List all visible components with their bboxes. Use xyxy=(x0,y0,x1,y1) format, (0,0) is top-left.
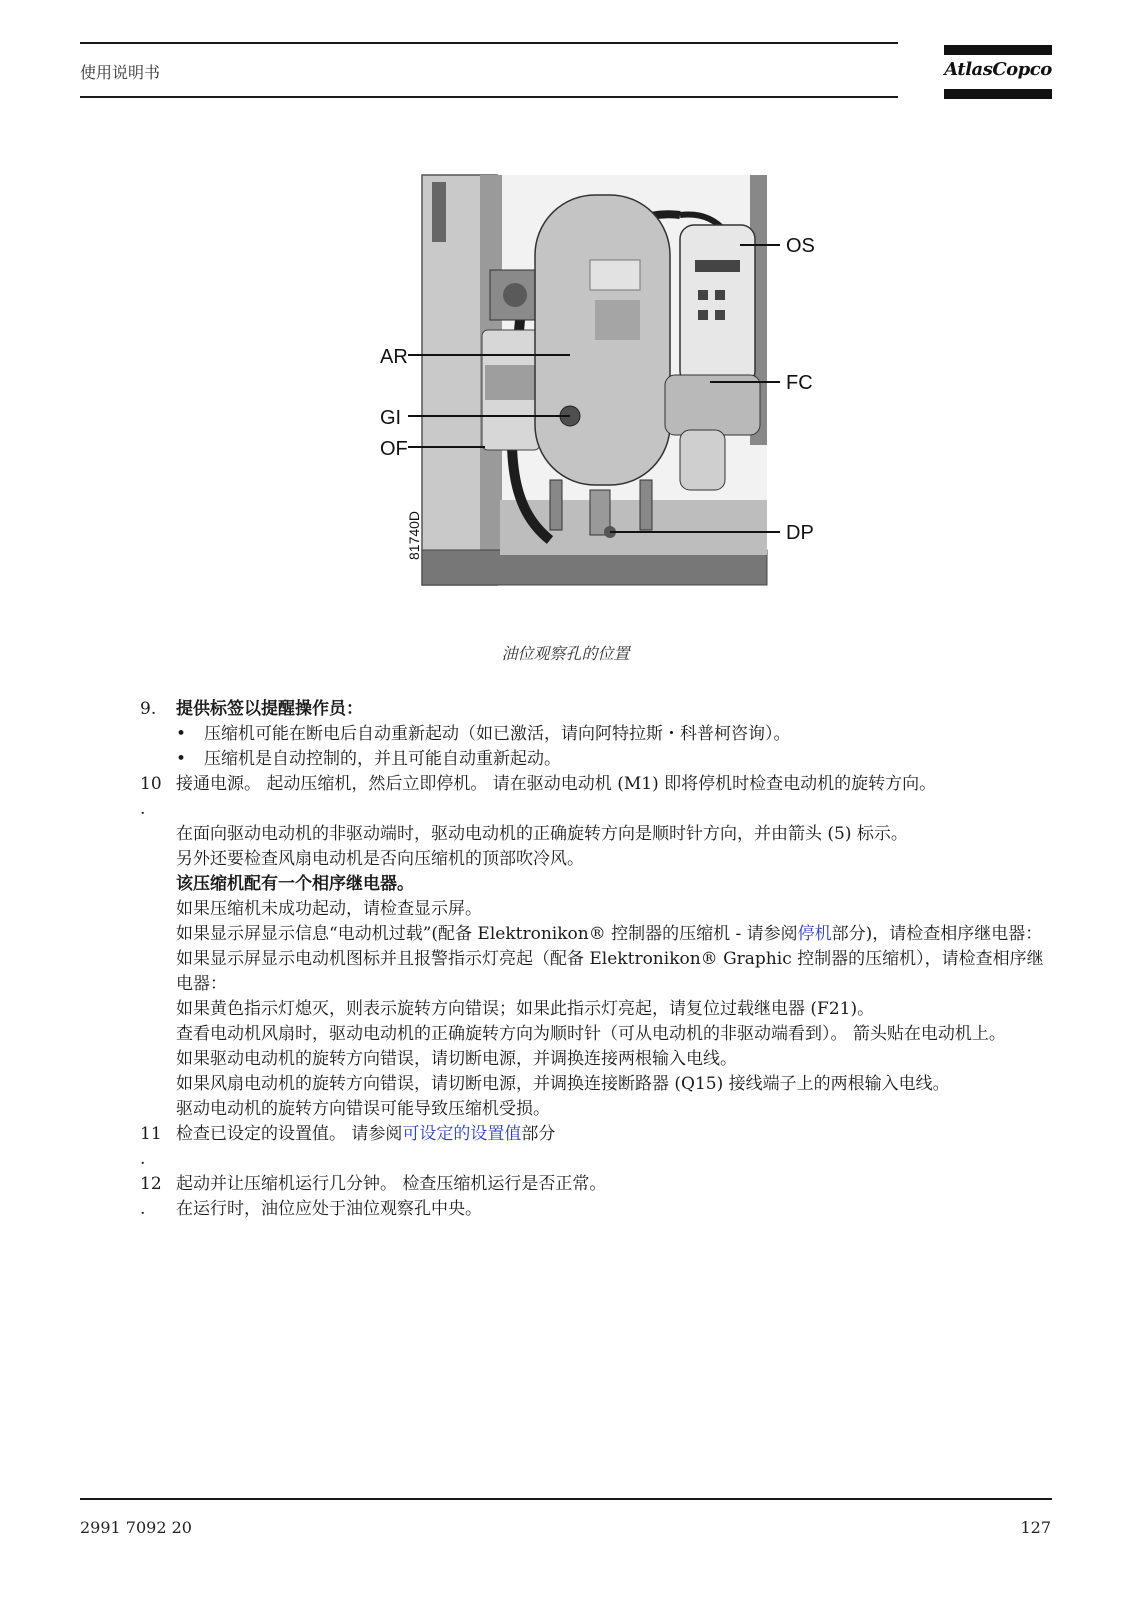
bullet-text: 压缩机是自动控制的，并且可能自动重新起动。 xyxy=(204,749,561,769)
step-text: 接通电源。 起动压缩机，然后立即停机。 请在驱动电动机 (M1) 即将停机时检查电动机的旋转方向。 xyxy=(176,774,937,794)
paragraph: 如果显示屏显示电动机图标并且报警指示灯亮起（配备 Elektronikon® Graphic 控制器的压缩机），请检查相序继电器： xyxy=(176,949,1044,994)
logo-text: AtlasCopco xyxy=(944,59,1052,80)
paragraph: 如果黄色指示灯熄灭，则表示旋转方向错误；如果此指示灯亮起，请复位过载继电器 (F21)。 xyxy=(176,999,875,1019)
page-number: 127 xyxy=(1020,1518,1051,1537)
paragraph: 查看电动机风扇时，驱动电动机的正确旋转方向为顺时针（可从电动机的非驱动端看到）。 箭头贴在电动机上。 xyxy=(176,1024,1006,1044)
paragraph: 驱动电动机的旋转方向错误可能导致压缩机受损。 xyxy=(176,1099,550,1119)
stop-link[interactable]: 停机 xyxy=(797,924,832,944)
step-title: 提供标签以提醒操作员： xyxy=(176,699,363,719)
paragraph: 如果显示屏显示信息“电动机过载”(配备 Elektronikon® 控制器的压缩机 - 请参阅停机部分)，请检查相序继电器： xyxy=(176,924,1043,944)
label-dp: DP xyxy=(786,522,814,544)
oil-sight-glass-figure xyxy=(380,170,850,610)
step-text: 检查已设定的设置值。 请参阅可设定的设置值部分 xyxy=(176,1124,556,1144)
step-12: 12 . 起动并让压缩机运行几分钟。 检查压缩机运行是否正常。 在运行时，油位应处于油位观察孔中央。 xyxy=(140,1172,1060,1222)
procedure-steps xyxy=(140,697,1060,1222)
header-rule-bottom xyxy=(80,96,898,98)
label-gi: GI xyxy=(380,407,402,429)
bullet-text: 压缩机可能在断电后自动重新起动（如已激活，请向阿特拉斯・科普柯咨询）。 xyxy=(204,724,791,744)
step-11: 11 . 检查已设定的设置值。 请参阅可设定的设置值部分 xyxy=(140,1122,1060,1172)
paragraph: 如果风扇电动机的旋转方向错误，请切断电源，并调换连接断路器 (Q15) 接线端子上的两根输入电线。 xyxy=(176,1074,950,1094)
label-os: OS xyxy=(786,235,815,257)
figure-code: 81740D xyxy=(406,510,422,560)
doc-number: 2991 7092 20 xyxy=(80,1518,192,1537)
step-9 xyxy=(140,697,1060,722)
header-rule-top xyxy=(80,42,898,44)
bullet-icon: • xyxy=(176,724,187,744)
list-item xyxy=(140,722,1060,747)
step-text: 在运行时，油位应处于油位观察孔中央。 xyxy=(176,1199,482,1219)
paragraph: 在面向驱动电动机的非驱动端时，驱动电动机的正确旋转方向是顺时针方向，并由箭头 (5) 标示。 xyxy=(176,824,908,844)
step-10: 10 . 接通电源。 起动压缩机，然后立即停机。 请在驱动电动机 (M1) 即将停机时检查电动机的旋转方向。 xyxy=(140,772,1060,822)
paragraph-bold: 该压缩机配有一个相序继电器。 xyxy=(176,874,414,894)
paragraph: 如果驱动电动机的旋转方向错误，请切断电源，并调换连接两根输入电线。 xyxy=(176,1049,737,1069)
paragraph: 如果压缩机未成功起动，请检查显示屏。 xyxy=(176,899,482,919)
step-number: 9. xyxy=(140,699,157,719)
header-title: 使用说明书 xyxy=(80,63,161,82)
settings-link[interactable]: 可设定的设置值 xyxy=(402,1124,522,1144)
footer-rule xyxy=(80,1498,1052,1500)
compressor-illustration xyxy=(380,170,850,610)
label-fc: FC xyxy=(786,372,813,394)
list-item xyxy=(140,747,1060,772)
step-number: 12 xyxy=(140,1174,162,1194)
label-ar: AR xyxy=(380,346,408,368)
bullet-icon: • xyxy=(176,749,187,769)
step-number: 11 xyxy=(140,1124,162,1144)
figure-caption: 油位观察孔的位置 xyxy=(501,644,630,663)
label-of: OF xyxy=(380,438,408,460)
atlas-copco-logo xyxy=(944,45,1052,101)
step-number: 10 xyxy=(140,774,162,794)
paragraph: 另外还要检查风扇电动机是否向压缩机的顶部吹冷风。 xyxy=(176,849,584,869)
step-text: 起动并让压缩机运行几分钟。 检查压缩机运行是否正常。 xyxy=(176,1174,607,1194)
